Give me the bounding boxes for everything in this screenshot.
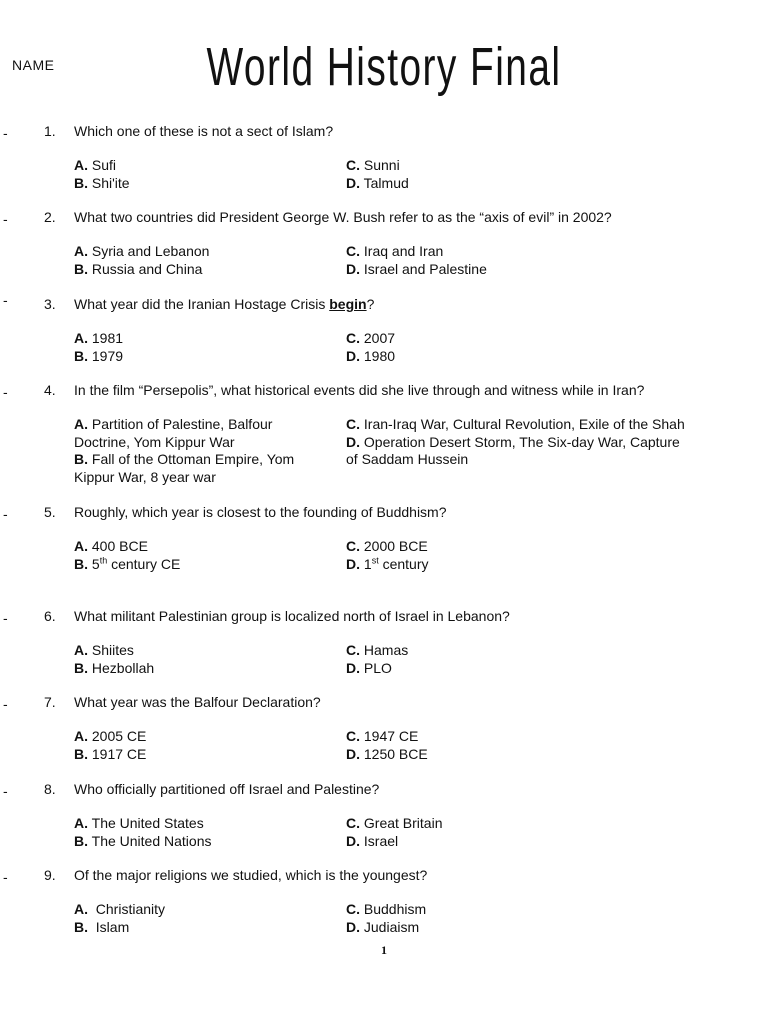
option-c: C. Buddhism: [346, 901, 427, 917]
option-a: A. The United States: [74, 815, 204, 831]
question-text: In the film “Persepolis”, what historical events did she live through and witness while in Iran?: [74, 382, 645, 398]
option-a: A. 1981: [74, 330, 124, 346]
option-d: D. 1st century: [346, 554, 429, 572]
question-number: 8.: [44, 781, 56, 797]
question-text: Of the major religions we studied, which is the youngest?: [74, 867, 428, 883]
option-b: B. The United Nations: [74, 832, 212, 849]
question-number: 7.: [44, 694, 56, 710]
bullet-dash: -: [3, 869, 8, 885]
option-a: A. Shiites: [74, 642, 134, 658]
emphasis-begin: begin: [329, 296, 367, 312]
option-b: B. Shi'ite: [74, 174, 130, 191]
question-text: What militant Palestinian group is localized north of Israel in Lebanon?: [74, 608, 510, 624]
option-c: C. Great Britain: [346, 815, 443, 831]
option-a: A. 400 BCE: [74, 538, 148, 554]
option-c: C. Iran-Iraq War, Cultural Revolution, Exile of the Shah: [346, 416, 685, 432]
option-b: B. Islam: [74, 918, 130, 935]
option-d: D. Israel: [346, 832, 399, 849]
bullet-dash: -: [3, 696, 8, 712]
bullet-dash: -: [3, 211, 8, 227]
option-c: C. Iraq and Iran: [346, 243, 444, 259]
option-b: B. 1917 CE: [74, 745, 147, 762]
option-a: A. Sufi: [74, 157, 117, 173]
question-text: Roughly, which year is closest to the founding of Buddhism?: [74, 504, 447, 520]
option-d: D. Israel and Palestine: [346, 260, 487, 277]
bullet-dash: -: [3, 506, 8, 522]
question-number: 4.: [44, 382, 56, 398]
name-label: NAME: [12, 57, 55, 73]
question-number: 2.: [44, 209, 56, 225]
question-text: Which one of these is not a sect of Islam?: [74, 123, 334, 139]
option-b: B. Fall of the Ottoman Empire, Yom Kippur War, 8 year war: [74, 451, 295, 485]
question-number: 1.: [44, 123, 56, 139]
bullet-dash: -: [3, 384, 8, 400]
option-d: D. 1250 BCE: [346, 745, 428, 762]
option-d: D. 1980: [346, 347, 396, 364]
option-a: A. Partition of Palestine, Balfour Doctrine, Yom Kippur War: [74, 416, 273, 450]
question-text: What year was the Balfour Declaration?: [74, 694, 321, 710]
option-c: C. 1947 CE: [346, 728, 419, 744]
option-c: C. Sunni: [346, 157, 400, 173]
question-text: What year did the Iranian Hostage Crisis begin?: [74, 296, 375, 312]
question-text: What two countries did President George W. Bush refer to as the “axis of evil” in 2002?: [74, 209, 612, 225]
option-d: D. Judiaism: [346, 918, 420, 935]
bullet-dash: -: [3, 783, 8, 799]
question-number: 6.: [44, 608, 56, 624]
page-title: World History Final: [206, 37, 562, 97]
option-b: B. 5th century CE: [74, 554, 181, 572]
option-d: D. PLO: [346, 659, 392, 676]
bullet-dash: -: [3, 292, 8, 308]
option-c: C. 2000 BCE: [346, 538, 428, 554]
option-c: C. 2007: [346, 330, 396, 346]
option-d: D. Operation Desert Storm, The Six-day War, Capture of Saddam Hussein: [346, 433, 680, 467]
bullet-dash: -: [3, 610, 8, 626]
option-b: B. Russia and China: [74, 260, 203, 277]
option-a: A. 2005 CE: [74, 728, 147, 744]
option-d: D. Talmud: [346, 174, 409, 191]
page-number: 1: [381, 943, 387, 957]
question-number: 9.: [44, 867, 56, 883]
question-number: 3.: [44, 296, 56, 312]
question-text: Who officially partitioned off Israel and Palestine?: [74, 781, 380, 797]
option-b: B. 1979: [74, 347, 124, 364]
question-number: 5.: [44, 504, 56, 520]
option-c: C. Hamas: [346, 642, 409, 658]
bullet-dash: -: [3, 125, 8, 141]
option-a: A. Christianity: [74, 901, 166, 917]
option-a: A. Syria and Lebanon: [74, 243, 210, 259]
option-b: B. Hezbollah: [74, 659, 155, 676]
